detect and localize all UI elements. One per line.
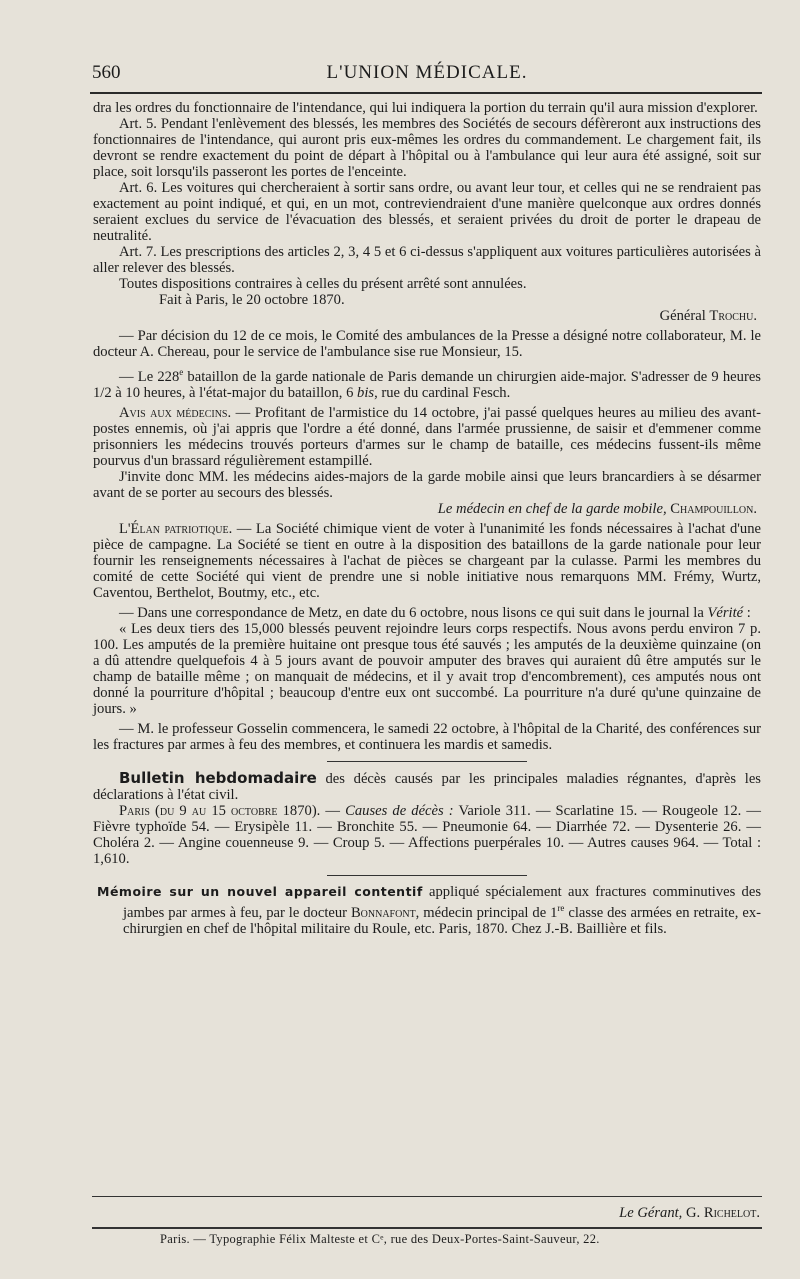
memoire-heading: Mémoire sur un nouvel appareil contentif	[97, 883, 423, 899]
section-heading: L'Élan patriotique.	[119, 520, 233, 537]
gerant-signature: Le Gérant, G. Richelot.	[619, 1205, 760, 1221]
paragraph-fait-a-paris: Fait à Paris, le 20 octobre 1870.	[159, 292, 345, 308]
page-header	[92, 62, 762, 88]
article-body	[93, 100, 761, 937]
paragraph-bataillon: — Le 228e bataillon de la garde nationale de Paris demande un chirurgien aide-major. S'adresser de 9 heures 1/2 à 10 heures, à l'état-major du bataillon, 6 bis, rue du cardinal Fesch.	[93, 367, 761, 401]
paragraph-metz: — Dans une correspondance de Metz, en date du 6 octobre, nous lisons ce qui suit dans le journal la Vérité :	[119, 604, 751, 621]
section-divider	[327, 761, 527, 762]
paragraph-paris-deces: Paris (du 9 au 15 octobre 1870). — Causes de décès : Variole 311. — Scarlatine 15. — Rougeole 12. — Fièvre typhoïde 54. — Erysipèle 11. — Bronchite 55. — Pneumonie 64. — Diarrhée 72. — Dysenterie 26. — Choléra 2. — Angine couenneuse 9. — Croup 5. — Affections puerpérales 10. — Autres causes 964. — Total : 1,610.	[93, 802, 761, 867]
paragraph-art6: Art. 6. Les voitures qui chercheraient à sortir sans ordre, ou avant leur tour, et celles qui ne se rendraient pas exactement au point indiqué, et qui, en un mot, contreviendraient d'une manière quelconque aux ordres donnés seraient exclues du service de l'évacuation des blessés, et seraient privées du droit de porter le drapeau de neutralité.	[93, 180, 761, 244]
imprint-rule	[92, 1227, 762, 1229]
paragraph-art7: Art. 7. Les prescriptions des articles 2, 3, 4 5 et 6 ci-dessus s'appliquent aux voitures particulières autorisées à aller relever des blessés.	[93, 244, 761, 276]
paragraph-dispositions: Toutes dispositions contraires à celles du présent arrêté sont annulées.	[119, 276, 527, 292]
signature-trochu	[93, 308, 761, 324]
running-title: L'UNION MÉDICALE.	[326, 62, 528, 83]
header-rule	[90, 92, 762, 94]
paragraph-bulletin: Bulletin hebdomadaire des décès causés par les principales maladies régnantes, d'après les déclarations à l'état civil.	[93, 768, 761, 803]
signature-champouillon: Le médecin en chef de la garde mobile, Champouillon.	[437, 500, 757, 517]
section-heading: Avis aux médecins.	[119, 404, 232, 421]
section-divider	[327, 875, 527, 876]
bulletin-heading: Bulletin hebdomadaire	[119, 768, 317, 787]
footer-rule	[92, 1196, 762, 1197]
paragraph-art5: Art. 5. Pendant l'enlèvement des blessés, les membres des Sociétés de secours défèreront aux instructions des fonctionnaires de l'intendance, qui auront pris eux-mêmes les ordres du commandement. Le chargement fait, ils devront se rendre exactement du point de départ à l'hôpital ou à l'ambulance qui leur aura été assigné, soit sur place, soit lorsqu'ils passeront les portes de l'enceinte.	[93, 116, 761, 180]
paragraph-memoire: Mémoire sur un nouvel appareil contentif appliqué spécialement aux fractures comminutives des jambes par armes à feu, par le docteur Bonnafont, médecin principal de 1re classe des armées en retraite, ex-chirurgien en chef de l'hôpital militaire du Roule, etc. Paris, 1870. Chez J.-B. Baillière et fils.	[97, 883, 761, 937]
paragraph-quote-verite: « Les deux tiers des 15,000 blessés peuvent rejoindre leurs corps respectifs. Nous avons perdu environ 7 p. 100. Les amputés de la première huitaine ont presque tous été sauvés ; les amputés de la deuxième quinzaine (on a dû attendre quelquefois 4 à 5 jours avant de pouvoir amputer des braves qui auraient dû être amputés sur le champ de bataille même ; on manquait de médecins, et il y avait trop d'encombrement), ces amputés nous ont donné la pourriture d'hôpital ; beaucoup d'entre eux ont succombé. La pourriture n'a duré qu'une quinzaine de jours. »	[93, 620, 761, 717]
paragraph-elan-patriotique: L'Élan patriotique. — La Société chimique vient de voter à l'unanimité les fonds nécessaires à l'achat d'une pièce de campagne. La Société se tient en outre à la disposition des bataillons de la garde nationale pour leur fournir les renseignements nécessaires à l'achat de pièces se chargeant par la culasse. Parmi les membres du comité de cette Société qui vient de prendre une si noble initiative nous remarquons MM. Frémy, Wurtz, Caventou, Berthelot, Boutmy, etc., etc.	[93, 520, 762, 601]
paragraph-gosselin: — M. le professeur Gosselin commencera, le samedi 22 octobre, à l'hôpital de la Charité, des conférences sur les fractures par armes à feu des membres, et continuera les mardis et samedis.	[93, 720, 761, 753]
paragraph-avis-medecins: Avis aux médecins. — Profitant de l'armistice du 14 octobre, j'ai passé quelques heures au milieu des avant-postes ennemis, où j'ai appris que l'ordre a été donné, dans l'armée prussienne, de saisir et d'emmener comme prisonniers les médecins trouvés porteurs d'armes sur le champ de bataille, ces médecins fussent-ils même pourvus d'un brassard régulièrement estampillé.	[93, 404, 761, 469]
printer-imprint: Paris. — Typographie Félix Malteste et Cᵉ, rue des Deux-Portes-Saint-Sauveur, 22.	[160, 1232, 600, 1246]
signature-name: Trochu.	[709, 308, 757, 324]
paragraph-invitation: J'invite donc MM. les médecins aides-majors de la garde mobile ainsi que leurs brancardiers à se désarmer avant de se porter au secours des blessés.	[93, 468, 761, 501]
signature-label: Général	[659, 308, 706, 324]
paragraph-continuation: dra les ordres du fonctionnaire de l'intendance, qui lui indiquera la portion du terrain qu'il aura mission d'explorer.	[93, 100, 758, 116]
page-number: 560	[92, 62, 121, 83]
paragraph-comite-ambulances: — Par décision du 12 de ce mois, le Comité des ambulances de la Presse a désigné notre collaborateur, M. le docteur A. Chereau, pour le service de l'ambulance sise rue Monsieur, 15.	[93, 328, 761, 360]
